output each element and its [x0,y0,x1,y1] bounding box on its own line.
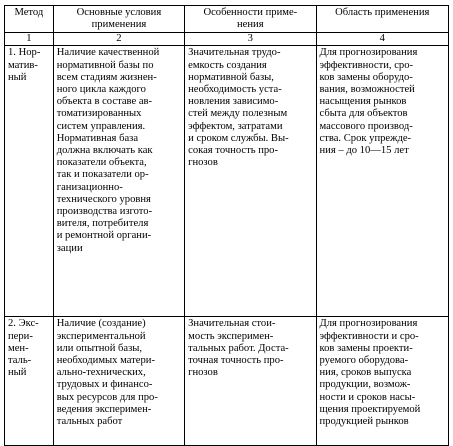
row-conditions: Наличие (создание) экспериментальной или опытной базы, необходимых матери- ально-технических, трудовых и финансо- вых ресурсов для про- ведения эксперимен- тальных работ [53,317,184,446]
header-features: Особенности приме- нения [185,6,316,33]
header-conditions: Основные условия применения [53,6,184,33]
column-number: 3 [185,33,316,46]
row-conditions: Наличие качественной нормативной базы по всем стадиям жизнен- ного цикла каждого объекта в составе ав- томатизированных систем управления. Нормативная база должна включать как показатели объекта, так и показатели ор- ганизационно- технического уровня производства изгото- вителя, потребителя и ремонтной органи- зации [53,46,184,317]
column-number: 1 [5,33,54,46]
header-method: Метод [5,6,54,33]
row-method: 2. Экс- пери- мен- таль- ный [5,317,54,446]
header-scope: Область применения [316,6,448,33]
column-number-row [5,33,449,46]
table-row [5,317,449,446]
row-features: Значительная стои- мость эксперимен- тальных работ. Доста- точная точность про- гнозов [185,317,316,446]
document-page [4,5,449,441]
row-method: 1. Нор- матив- ный [5,46,54,317]
column-number: 4 [316,33,448,46]
methods-table [4,5,449,446]
row-features: Значительная трудо- емкость создания нормативной базы, необходимость уста- новления зависимо- стей между полезным эффектом, затратами и сроком службы. Вы- сокая точность про- гнозов [185,46,316,317]
table-header-row [5,6,449,33]
row-scope: Для прогнозирования эффективности, сро- ков замены оборудо- вания, возможностей насыщения рынков сбыта для объектов массового производ- ства. Срок упрежде- ния – до 10—15 лет [316,46,448,317]
table-row [5,46,449,317]
column-number: 2 [53,33,184,46]
row-scope: Для прогнозирования эффективности и сро- ков замены проекти- руемого оборудова- ния, сроков выпуска продукции, возмож- ности и сроков насы- щения проектируемой продукцией рынков [316,317,448,446]
